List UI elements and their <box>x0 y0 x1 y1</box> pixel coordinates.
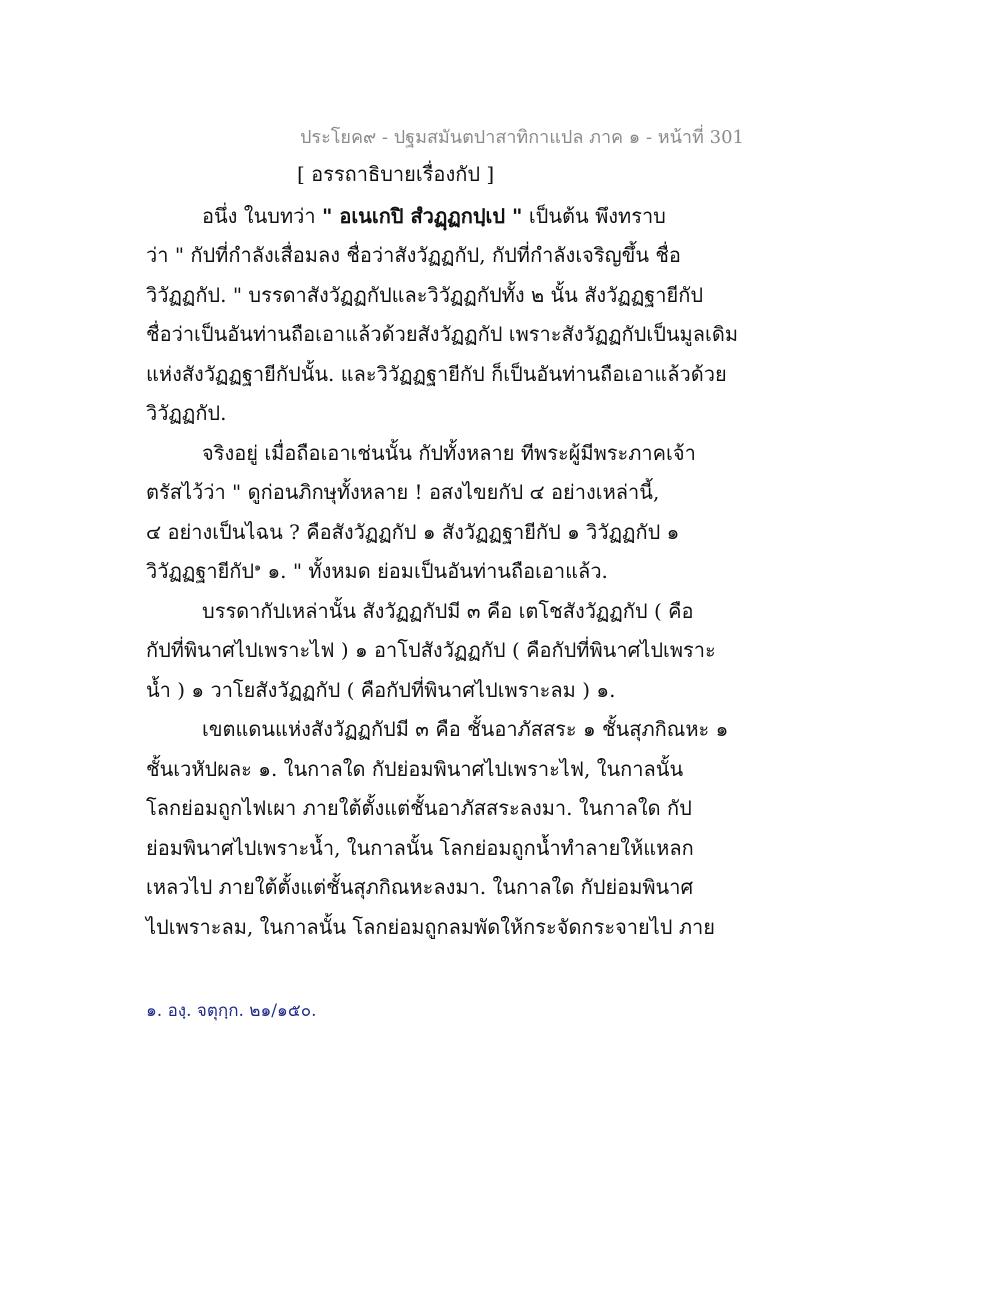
paragraph-line: ชื่อว่าเป็นอันท่านถือเอาแล้วด้วยสังวัฏฏกัป เพราะสังวัฏฏกัปเป็นมูลเดิม <box>146 322 739 346</box>
paragraph-line <box>146 555 608 587</box>
paragraph-line: เหลวไป ภายใต้ตั้งแต่ชั้นสุภกิณหะลงมา. ในกาลใด กัปย่อมพินาศ <box>146 875 694 899</box>
paragraph-line: ๔ อย่างเป็นไฉน ? คือสังวัฏฏกัป ๑ สังวัฏฏฐายีกัป ๑ วิวัฏฏกัป ๑ <box>146 520 680 544</box>
paragraph-line: ไปเพราะลม, ในกาลนั้น โลกย่อมถูกลมพัดให้กระจัดกระจายไป ภาย <box>146 915 715 939</box>
paragraph-line: แห่งสังวัฏฏฐายีกัปนั้น. และวิวัฏฏฐายีกัป ก็เป็นอันท่านถือเอาแล้วด้วย <box>146 362 727 386</box>
line-text: อนึ่ง ในบทว่า <box>202 204 322 228</box>
paragraph-line: จริงอยู่ เมื่อถือเอาเช่นนั้น กัปทั้งหลาย ทีพระผู้มีพระภาคเจ้า <box>202 441 696 465</box>
line-text: ๑. " ทั้งหมด ย่อมเป็นอันท่านถือเอาแล้ว. <box>261 559 608 583</box>
footnote: ๑. องฺ. จตุกฺก. ๒๑/๑๕๐. <box>146 1001 317 1021</box>
paragraph-line: น้ำ ) ๑ วาโยสังวัฏฏกัป ( คือกัปที่พินาศไปเพราะลม ) ๑. <box>146 678 616 702</box>
paragraph-line <box>202 200 666 232</box>
paragraph-line: กัปที่พินาศไปเพราะไฟ ) ๑ อาโปสังวัฏฏกัป ( คือกัปที่พินาศไปเพราะ <box>146 638 716 662</box>
paragraph-line: เขตแดนแห่งสังวัฏฏกัปมี ๓ คือ ชั้นอาภัสสระ ๑ ชั้นสุภกิณหะ ๑ <box>202 717 729 741</box>
line-text: เป็นต้น พึงทราบ <box>522 204 666 228</box>
line-text: วิวัฏฏฐายีกัป <box>146 559 255 583</box>
footnote-marker: ๑ <box>254 560 262 574</box>
pali-term: " อเนเกปิ สํวฏฺฏกปฺเป " <box>321 204 523 228</box>
paragraph-line: ย่อมพินาศไปเพราะน้ำ, ในกาลนั้น โลกย่อมถูกน้ำทำลายให้แหลก <box>146 836 694 860</box>
paragraph-line: ชั้นเวหัปผละ ๑. ในกาลใด กัปย่อมพินาศไปเพราะไฟ, ในกาลนั้น <box>146 757 684 781</box>
paragraph-line: โลกย่อมถูกไฟเผา ภายใต้ตั้งแต่ชั้นอาภัสสระลงมา. ในกาลใด กัป <box>146 796 692 820</box>
paragraph-line: บรรดากัปเหล่านั้น สังวัฏฏกัปมี ๓ คือ เตโชสังวัฏฏกัป ( คือ <box>202 599 694 623</box>
paragraph-line: วิวัฏฏกัป. <box>146 401 227 425</box>
page-header: ประโยค๙ - ปฐมสมันตปาสาทิกาแปล ภาค ๑ - หน้าที่ 301 <box>300 127 744 148</box>
paragraph-line: ว่า " กัปที่กำลังเสื่อมลง ชื่อว่าสังวัฏฏกัป, กัปที่กำลังเจริญขึ้น ชื่อ <box>146 243 681 267</box>
paragraph-line: ตรัสไว้ว่า " ดูก่อนภิกษุทั้งหลาย ! อสงไขยกัป ๔ อย่างเหล่านี้, <box>146 480 660 504</box>
paragraph-line: วิวัฏฏกัป. " บรรดาสังวัฏฏกัปและวิวัฏฏกัปทั้ง ๒ นั้น สังวัฏฏฐายีกัป <box>146 283 704 307</box>
section-title: [ อรรถาธิบายเรื่องกัป ] <box>297 162 495 186</box>
